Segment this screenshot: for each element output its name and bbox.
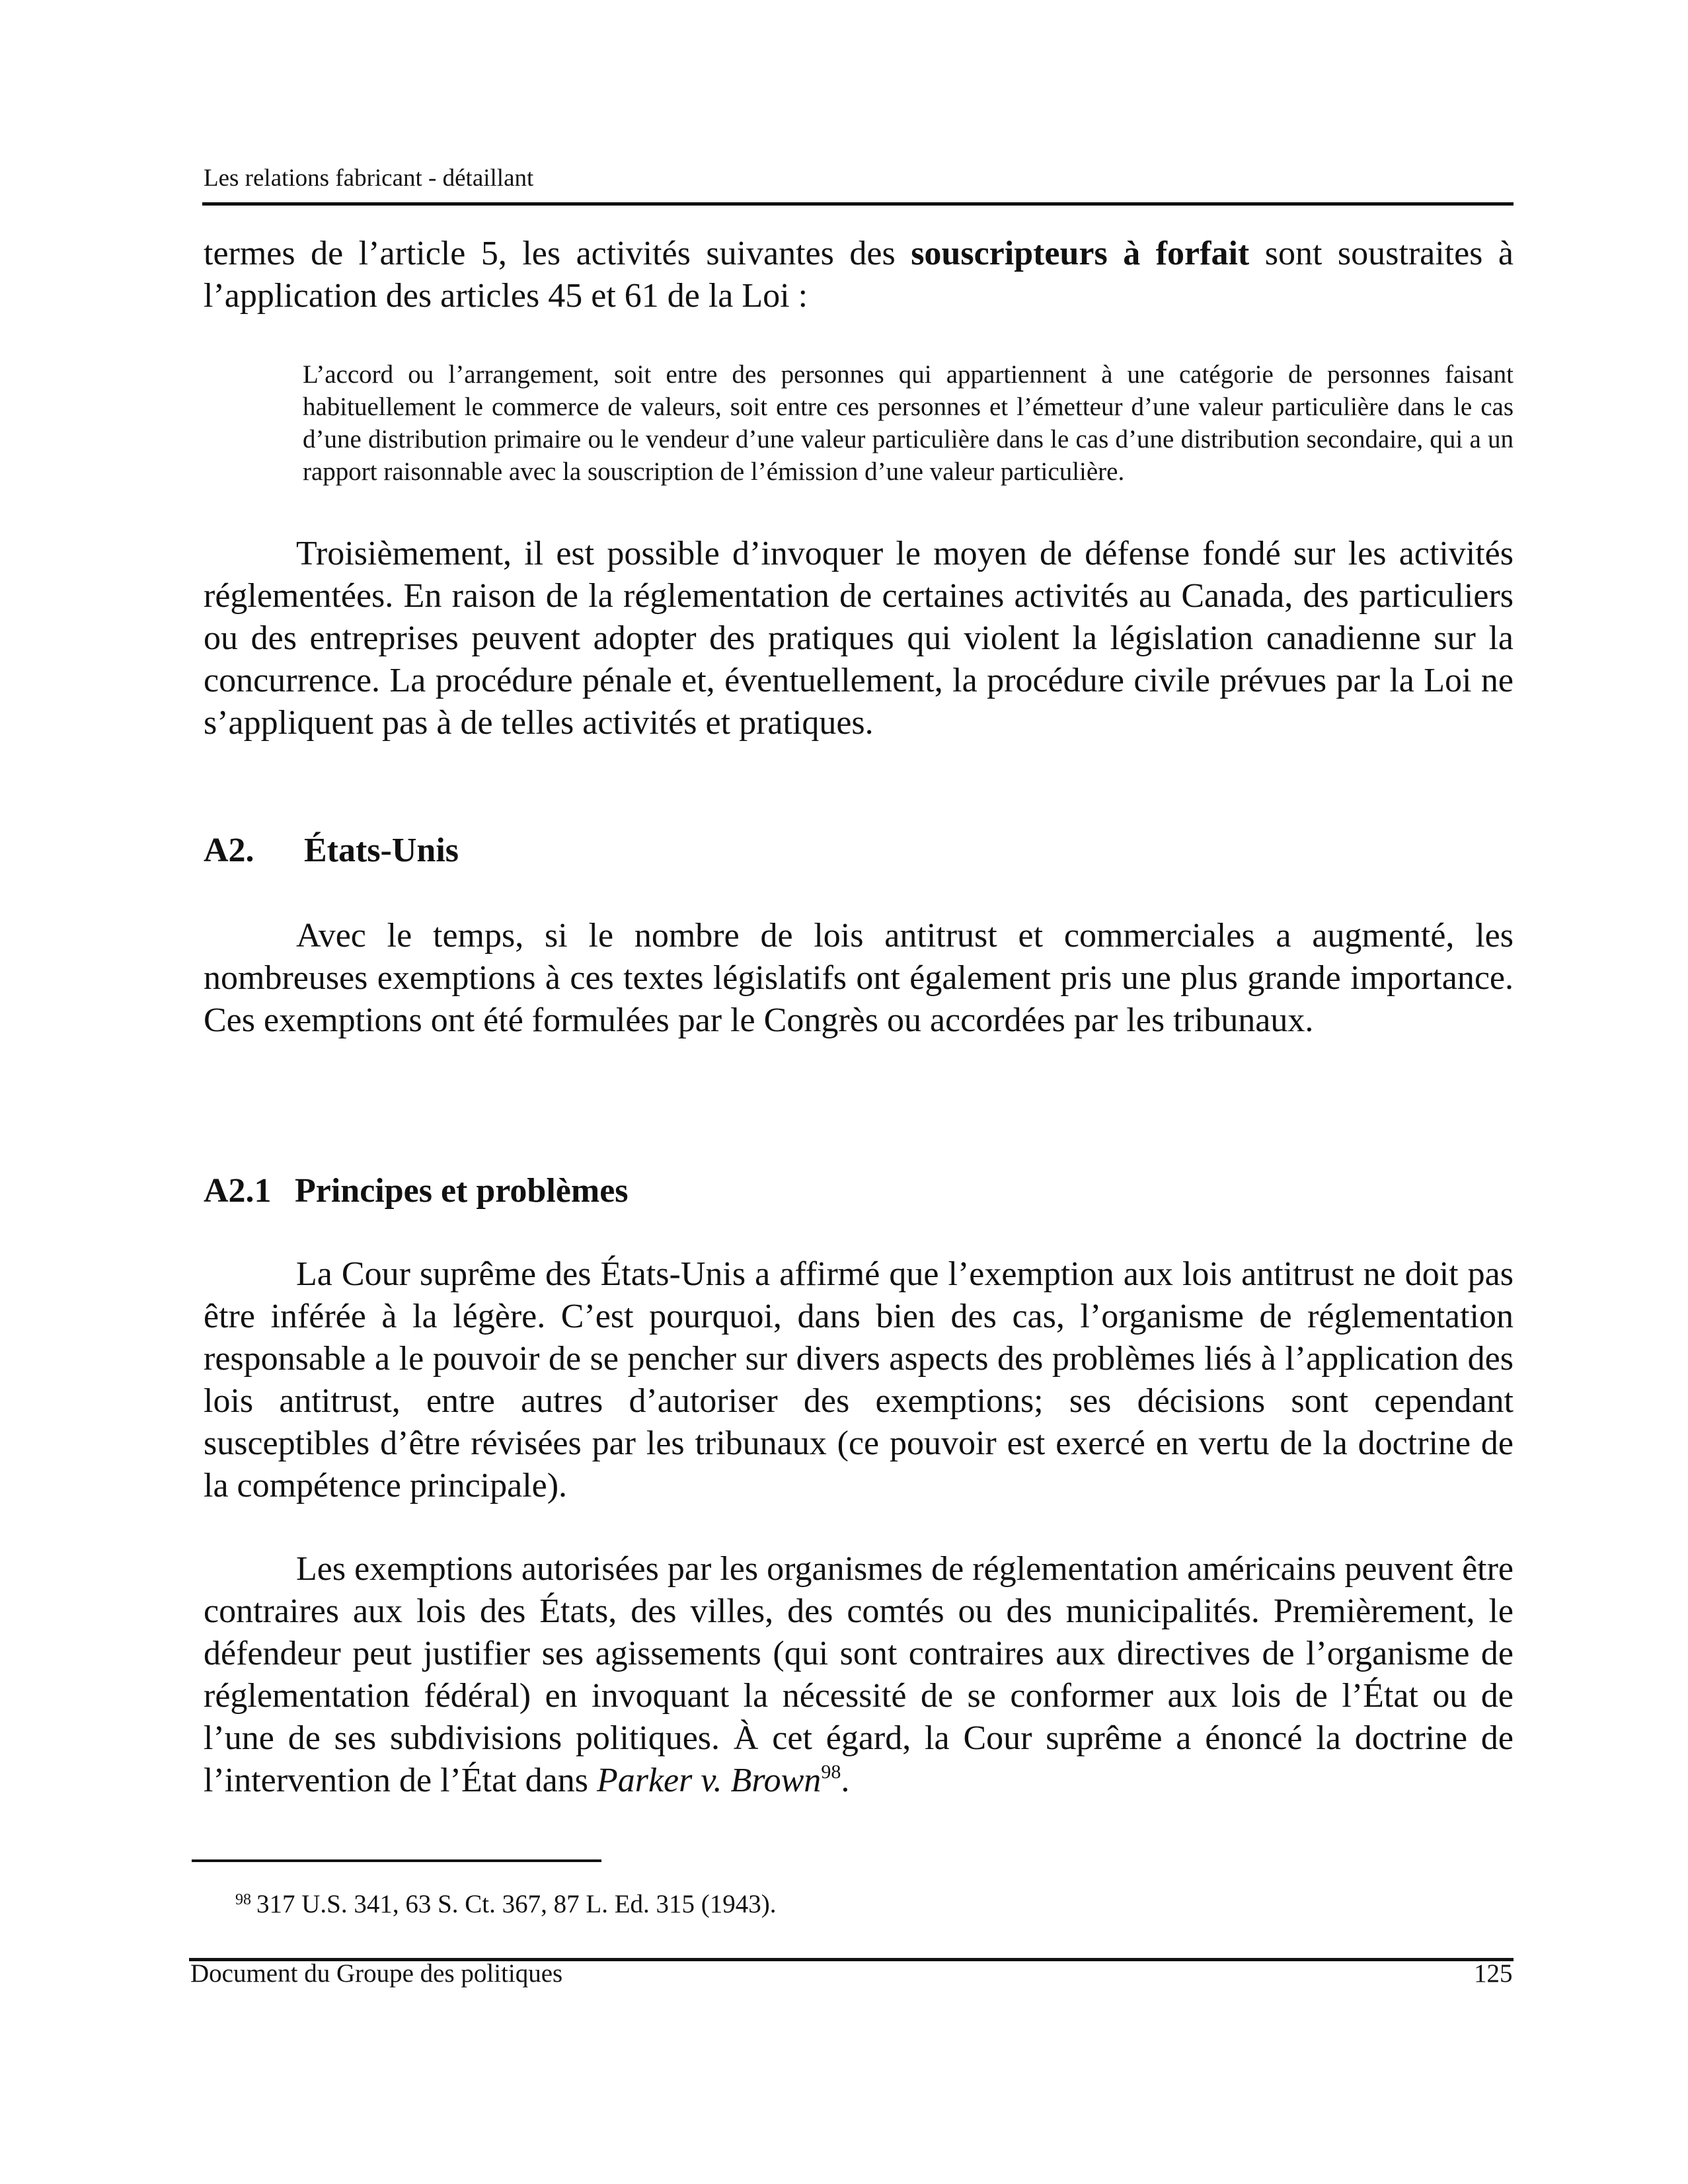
case-name: Parker v. Brown (596, 1762, 822, 1799)
section-title: Principes et problèmes (295, 1172, 629, 1210)
paragraph-continuation (204, 233, 1514, 317)
footnote-rule (192, 1859, 601, 1862)
section-number: A2.1 (204, 1172, 272, 1210)
section-heading-a21 (204, 1170, 629, 1212)
p1-bold-term: souscripteurs à forfait (911, 235, 1250, 272)
block-quote: L’accord ou l’arrangement, soit entre des personnes qui appartiennent à une catégorie de personnes faisant habituellement le commerce de valeurs, soit entre ces personnes et l’émetteur d’une valeur particulière dans le cas d’une distribution primaire ou le vendeur d’une valeur particulière dans le cas d’une distribution secondaire, qui a un rapport raisonnable avec la souscription de l’émission d’une valeur particulière. (303, 360, 1514, 486)
header-rule (202, 202, 1514, 206)
page-number: 125 (1474, 1959, 1513, 1988)
paragraph-cour-supreme: La Cour suprême des États-Unis a affirmé que l’exemption aux lois antitrust ne doit pas être inférée à la légère. C’est pourquoi, dans bien des cas, l’organisme de réglementation responsable a le pouvoir de se pencher sur divers aspects des problèmes liés à l’application des lois antitrust, entre autres d’autoriser des exemptions; ses décisions sont cependant susceptibles d’être révisées par les tribunaux (ce pouvoir est exercé en vertu de la doctrine de la compétence principale). (204, 1255, 1514, 1504)
paragraph-avec-le-temps: Avec le temps, si le nombre de lois antitrust et commerciales a augmenté, les nombreuses exemptions à ces textes législatifs ont également pris une plus grande importance. Ces exemptions ont été formulées par le Congrès ou accordées par les tribunaux. (204, 917, 1514, 1039)
running-header: Les relations fabricant - détaillant (204, 165, 534, 192)
p1-start: termes de l’article 5, les activités suivantes des (204, 235, 911, 272)
section-number: A2. (204, 832, 254, 869)
section-title: États-Unis (304, 832, 459, 869)
footnote-text: 317 U.S. 341, 63 S. Ct. 367, 87 L. Ed. 315 (1943). (256, 1890, 777, 1918)
footer-label: Document du Groupe des politiques (190, 1959, 563, 1988)
p1-end: sont soustraites à l’application des articles 45 et 61 de la Loi : (204, 235, 1514, 315)
paragraph-troisiemement: Troisièmement, il est possible d’invoquer le moyen de défense fondé sur les activités réglementées. En raison de la réglementation de certaines activités au Canada, des particuliers ou des entreprises peuvent adopter des pratiques qui violent la législation canadienne sur la concurrence. La procédure pénale et, éventuellement, la procédure civile prévues par la Loi ne s’appliquent pas à de telles activités et pratiques. (204, 535, 1514, 742)
footnote-number: 98 (235, 1891, 251, 1908)
footnote (235, 1884, 777, 1920)
p5-start: Les exemptions autorisées par les organismes de réglementation américains peuvent être contraires aux lois des États, des villes, des comtés ou des municipalités. Premièrement, le défendeur peut justifier ses agissements (qui sont contraires aux directives de l’organisme de réglementation fédéral) en invoquant la nécessité de se conformer aux lois de l’État ou de l’une de ses subdivisions politiques. À cet égard, la Cour suprême a énoncé la doctrine de l’intervention de l’État dans (204, 1550, 1514, 1799)
p5-end: . (841, 1762, 850, 1799)
paragraph-exemptions (204, 1548, 1514, 1802)
section-heading-a2 (204, 830, 459, 872)
footnote-reference: 98 (821, 1761, 841, 1783)
